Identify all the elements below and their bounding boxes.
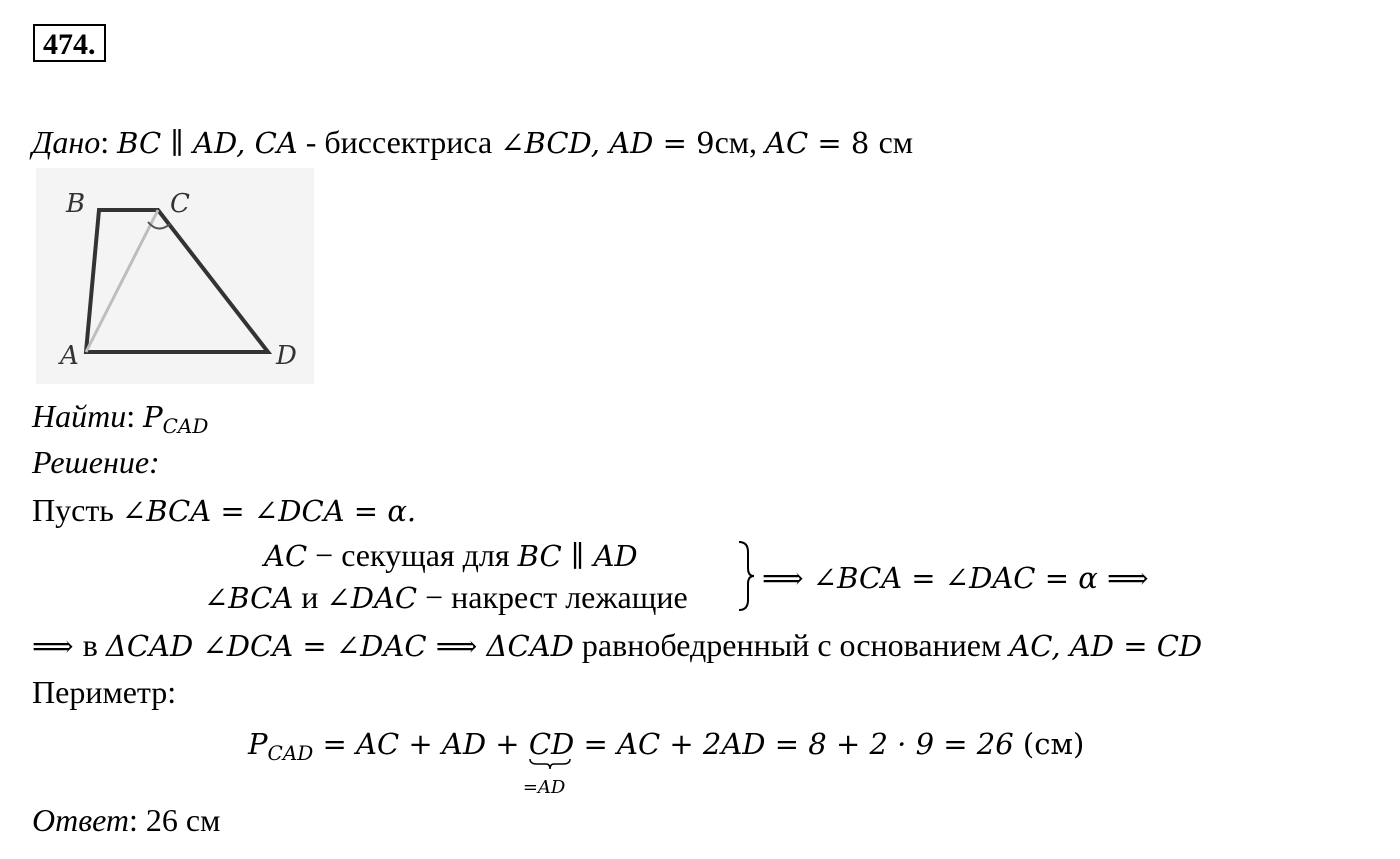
find-label: Найти bbox=[32, 398, 127, 434]
system-result bbox=[762, 557, 1149, 598]
trapezoid-figure bbox=[36, 168, 314, 384]
formula-unit: (см) bbox=[1022, 727, 1085, 761]
given-line bbox=[32, 122, 913, 163]
system-result-math: ⟹ ∠BCA = ∠DAC = α ⟹ bbox=[762, 561, 1149, 595]
line1-math: ∠BCA = ∠DCA = α. bbox=[121, 494, 417, 528]
problem-number: 474. bbox=[33, 24, 106, 62]
system-row-2 bbox=[204, 577, 688, 618]
trapezoid-outline bbox=[86, 210, 268, 352]
given-colon: : bbox=[100, 124, 110, 160]
vertex-b: B bbox=[66, 189, 86, 219]
find-p: P bbox=[143, 400, 163, 434]
solution-line-1 bbox=[32, 490, 416, 531]
answer-line bbox=[32, 800, 220, 840]
given-math-3: = 9 bbox=[653, 126, 715, 160]
row2-text2: − накрест лежащие bbox=[417, 579, 688, 615]
formula-part1: = AC + AD + bbox=[313, 727, 529, 761]
given-text-3: см bbox=[878, 124, 914, 160]
solution-label: Решение: bbox=[32, 444, 160, 480]
formula-cd bbox=[522, 724, 575, 798]
solution-line-3 bbox=[32, 625, 1202, 666]
given-math-4: AC bbox=[765, 126, 809, 160]
given-text-2: см, bbox=[714, 124, 766, 160]
vertex-c: C bbox=[170, 189, 190, 219]
formula-p: P bbox=[248, 727, 268, 761]
find-sub: CAD bbox=[162, 414, 209, 438]
given-label: Дано bbox=[32, 124, 101, 160]
answer-text: 26 см bbox=[137, 802, 221, 838]
formula-sub: CAD bbox=[267, 741, 314, 765]
line3-math2: AC, AD = CD bbox=[1009, 629, 1203, 663]
answer-label: Ответ bbox=[32, 802, 129, 838]
line3-text2: равнобедренный с основанием bbox=[573, 627, 1010, 663]
given-text-1: - биссектриса bbox=[297, 124, 501, 160]
row1-math1: AC bbox=[264, 539, 308, 573]
perimeter-label: Периметр: bbox=[32, 674, 177, 710]
row1-math2: BC ∥ AD bbox=[517, 539, 638, 573]
row1-text: − секущая для bbox=[307, 537, 518, 573]
given-math-1: BC ∥ AD, CA bbox=[117, 126, 298, 160]
line3-math1: ΔCAD ∠DCA = ∠DAC ⟹ ΔCAD bbox=[105, 629, 574, 663]
answer-colon: : bbox=[129, 802, 138, 838]
row2-math2: ∠DAC bbox=[326, 581, 418, 615]
find-colon: : bbox=[126, 398, 136, 434]
right-brace bbox=[736, 540, 756, 612]
formula-part2: = AC + 2AD = 8 + 2 · 9 = 26 bbox=[574, 727, 1023, 761]
underbrace-label: =AD bbox=[522, 777, 566, 798]
trapezoid-diagram bbox=[36, 168, 314, 384]
row2-math1: ∠BCA bbox=[204, 581, 294, 615]
line3-arrow: ⟹ bbox=[32, 629, 83, 663]
given-math-2: ∠BCD, AD bbox=[500, 126, 654, 160]
line3-text1: в bbox=[82, 627, 106, 663]
vertex-d: D bbox=[276, 341, 297, 371]
vertex-a: A bbox=[60, 341, 79, 371]
system-row-1 bbox=[264, 535, 638, 576]
given-math-5: = 8 bbox=[808, 126, 879, 160]
formula-cd-text: CD bbox=[528, 727, 575, 761]
line1-text: Пусть bbox=[32, 492, 122, 528]
perimeter-formula bbox=[248, 723, 1085, 798]
find-line bbox=[32, 396, 208, 446]
row2-text1: и bbox=[293, 579, 327, 615]
